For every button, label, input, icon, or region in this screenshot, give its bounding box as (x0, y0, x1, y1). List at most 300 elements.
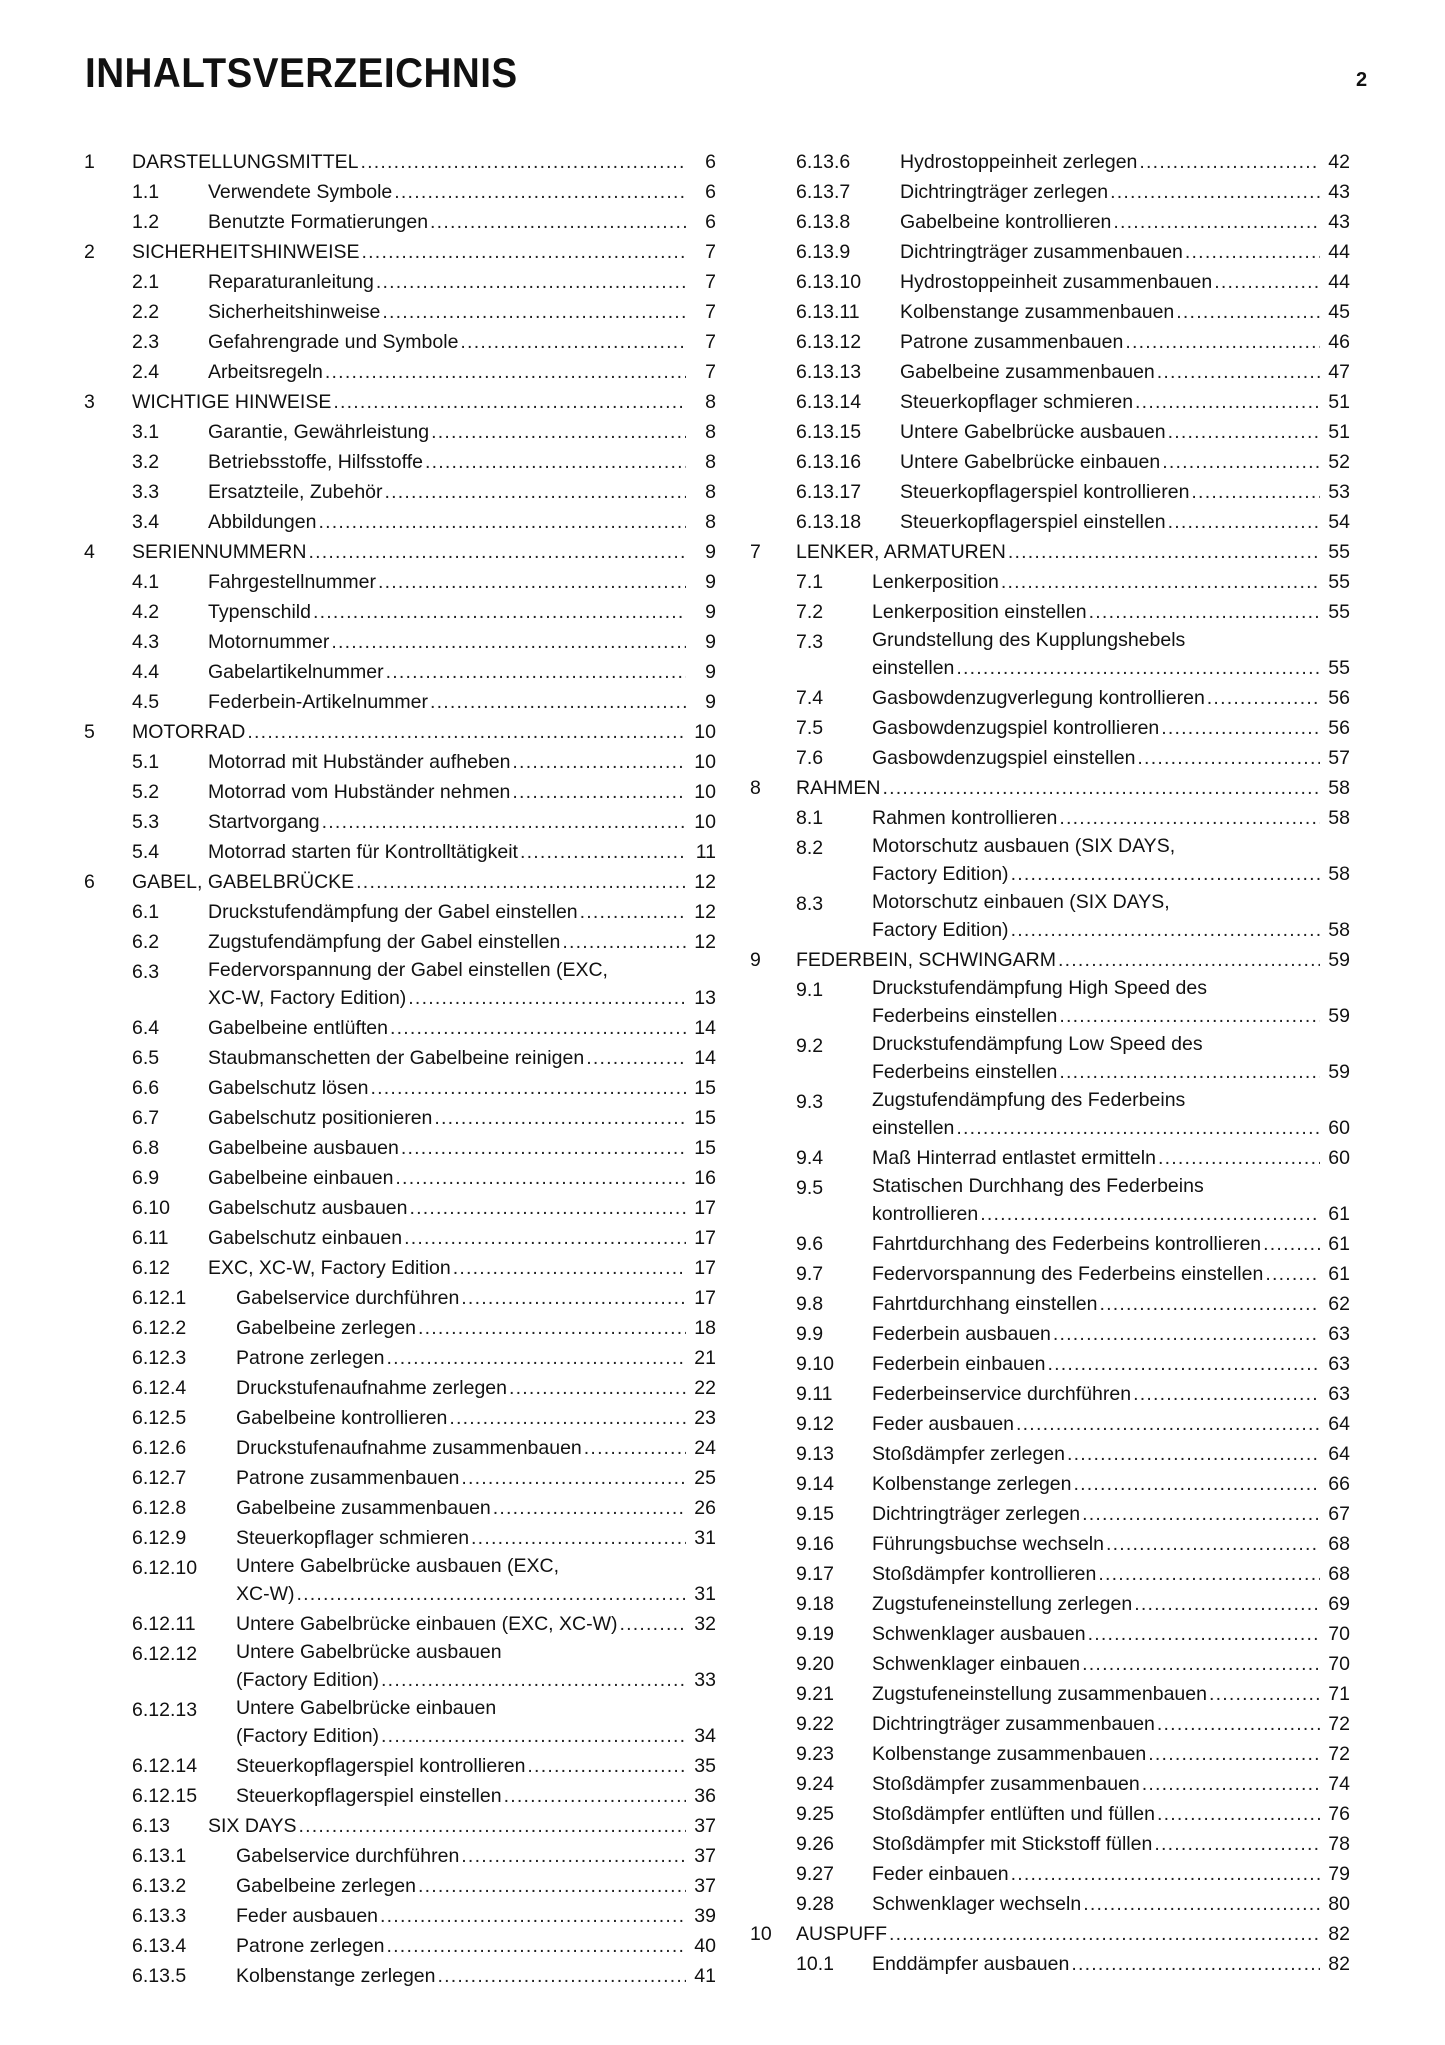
toc-entry-title: Patrone zusammenbauen (236, 1467, 460, 1489)
dot-leader (527, 1751, 686, 1781)
toc-entry-page: 8 (705, 451, 716, 473)
toc-entry-title: Steuerkopflager schmieren (236, 1527, 470, 1549)
dot-leader (1207, 683, 1320, 713)
dot-leader (1106, 1529, 1320, 1559)
toc-entry-number: 6.13.15 (796, 421, 862, 443)
toc-entry[interactable] (84, 1073, 716, 1103)
dot-leader (401, 1133, 686, 1163)
dot-leader (408, 983, 686, 1013)
toc-entry[interactable] (84, 1523, 716, 1553)
toc-entry[interactable] (84, 1781, 716, 1811)
toc-entry-number: 6.10 (132, 1197, 170, 1219)
toc-entry[interactable] (84, 1931, 716, 1961)
dot-leader (1088, 1619, 1320, 1649)
toc-entry[interactable] (84, 957, 716, 1013)
toc-entry-number: 6.13.2 (132, 1875, 187, 1897)
toc-entry-number: 6.12.9 (132, 1527, 187, 1549)
toc-entry-title: Steuerkopflager schmieren (900, 391, 1134, 413)
toc-entry[interactable] (750, 1709, 1350, 1739)
toc-entry-number: 6.13.7 (796, 181, 851, 203)
toc-entry-page: 12 (694, 901, 716, 923)
toc-entry[interactable] (84, 1841, 716, 1871)
toc-entry-page: 17 (694, 1227, 716, 1249)
toc-entry-page: 72 (1328, 1743, 1350, 1765)
toc-entry-title: Sicherheitshinweise (208, 301, 381, 323)
toc-entry-title: Steuerkopflagerspiel kontrollieren (900, 481, 1190, 503)
toc-entry-title-continued: Federbeins einstellen (872, 1061, 1058, 1083)
toc-entry-title: Gasbowdenzugverlegung kontrollieren (872, 687, 1205, 709)
toc-entry[interactable] (750, 417, 1350, 447)
toc-entry[interactable] (84, 1695, 716, 1751)
toc-entry[interactable] (84, 327, 716, 357)
toc-entry[interactable] (84, 1553, 716, 1609)
dot-leader (1089, 597, 1320, 627)
toc-entry[interactable] (750, 597, 1350, 627)
toc-entry-page: 52 (1328, 451, 1350, 473)
toc-entry-title: Typenschild (208, 601, 311, 623)
dot-leader (1125, 327, 1320, 357)
toc-entry-number: 6.8 (132, 1137, 160, 1159)
toc-entry[interactable] (84, 1313, 716, 1343)
toc-entry-title-continued: (Factory Edition) (236, 1725, 380, 1747)
toc-entry[interactable] (84, 537, 716, 567)
toc-entry-number: 7.5 (796, 717, 824, 739)
dot-leader (1059, 1057, 1320, 1087)
toc-entry-title: Schwenklager ausbauen (872, 1623, 1086, 1645)
toc-entry[interactable] (750, 627, 1350, 683)
dot-leader (381, 1665, 686, 1695)
toc-entry-number: 9.10 (796, 1353, 834, 1375)
toc-entry-number: 6.13.3 (132, 1905, 187, 1927)
toc-entry-title: Gabelschutz ausbauen (208, 1197, 408, 1219)
toc-entry-number: 9.9 (796, 1323, 824, 1345)
toc-entry[interactable] (750, 357, 1350, 387)
toc-entry[interactable] (750, 1949, 1350, 1979)
toc-entry-page: 43 (1328, 181, 1350, 203)
dot-leader (434, 1103, 686, 1133)
toc-entry-page: 61 (1328, 1233, 1350, 1255)
toc-entry-number: 4.1 (132, 571, 160, 593)
dot-leader (387, 1931, 686, 1961)
toc-entry[interactable] (84, 357, 716, 387)
toc-entry[interactable] (84, 177, 716, 207)
toc-entry[interactable] (84, 1871, 716, 1901)
toc-entry-page: 6 (705, 211, 716, 233)
toc-entry-title: Zugstufendämpfung des Federbeins (872, 1089, 1186, 1111)
toc-entry-title: Stoßdämpfer kontrollieren (872, 1563, 1097, 1585)
toc-entry-page: 72 (1328, 1713, 1350, 1735)
toc-entry[interactable] (84, 507, 716, 537)
toc-entry-number: 6.12.6 (132, 1437, 187, 1459)
toc-entry[interactable] (750, 1559, 1350, 1589)
toc-entry[interactable] (750, 327, 1350, 357)
toc-entry[interactable] (84, 237, 716, 267)
toc-entry[interactable] (750, 1769, 1350, 1799)
toc-entry-page: 68 (1328, 1533, 1350, 1555)
toc-entry-page: 12 (694, 931, 716, 953)
dot-leader (956, 1113, 1320, 1143)
dot-leader (580, 897, 686, 927)
toc-entry-title: Fahrtdurchhang des Federbeins kontrollieren (872, 1233, 1262, 1255)
toc-entry-page: 7 (705, 271, 716, 293)
toc-entry[interactable] (84, 147, 716, 177)
toc-entry[interactable] (84, 867, 716, 897)
toc-entry-page: 58 (1328, 863, 1350, 885)
toc-entry[interactable] (750, 1499, 1350, 1529)
toc-entry-title: Dichtringträger zusammenbauen (872, 1713, 1155, 1735)
toc-entry-title: Gabelservice durchführen (236, 1287, 460, 1309)
toc-entry[interactable] (84, 1609, 716, 1639)
toc-entry-title-continued: Factory Edition) (872, 863, 1009, 885)
toc-entry-number: 6.9 (132, 1167, 160, 1189)
toc-entry[interactable] (84, 897, 716, 927)
toc-entry-number: 9.19 (796, 1623, 834, 1645)
toc-entry[interactable] (84, 447, 716, 477)
toc-entry[interactable] (750, 1619, 1350, 1649)
toc-entry-number: 1.2 (132, 211, 160, 233)
toc-entry-title: Gabelbeine zerlegen (236, 1875, 416, 1897)
toc-entry[interactable] (84, 267, 716, 297)
toc-entry-number: 6.2 (132, 931, 160, 953)
toc-entry[interactable] (750, 1829, 1350, 1859)
toc-entry-title: Gabelbeine zusammenbauen (900, 361, 1155, 383)
toc-entry[interactable] (750, 1143, 1350, 1173)
dot-leader (1113, 207, 1320, 237)
toc-entry-page: 8 (705, 391, 716, 413)
toc-entry[interactable] (84, 927, 716, 957)
toc-entry-title: Gabelbeine einbauen (208, 1167, 394, 1189)
toc-entry-title: Ersatzteile, Zubehör (208, 481, 383, 503)
toc-entry[interactable] (750, 945, 1350, 975)
toc-entry-title: Arbeitsregeln (208, 361, 323, 383)
toc-entry[interactable] (84, 1403, 716, 1433)
toc-entry[interactable] (750, 1031, 1350, 1087)
toc-entry-number: 5.4 (132, 841, 160, 863)
toc-entry-page: 34 (694, 1725, 716, 1747)
toc-entry[interactable] (84, 297, 716, 327)
toc-entry-page: 23 (694, 1407, 716, 1429)
toc-entry-title: MOTORRAD (132, 721, 246, 743)
toc-entry[interactable] (84, 1193, 716, 1223)
toc-entry[interactable] (750, 773, 1350, 803)
toc-entry[interactable] (84, 777, 716, 807)
toc-entry-number: 6.13.18 (796, 511, 862, 533)
toc-entry[interactable] (84, 567, 716, 597)
toc-entry-page: 59 (1328, 1061, 1350, 1083)
toc-entry[interactable] (750, 1259, 1350, 1289)
toc-entry[interactable] (750, 1649, 1350, 1679)
toc-entry[interactable] (750, 1319, 1350, 1349)
toc-entry[interactable] (750, 975, 1350, 1031)
toc-entry[interactable] (750, 1799, 1350, 1829)
toc-entry[interactable] (750, 1087, 1350, 1143)
toc-entry-page: 63 (1328, 1353, 1350, 1375)
toc-entry[interactable] (750, 1229, 1350, 1259)
toc-entry-number: 2.3 (132, 331, 160, 353)
dot-leader (378, 567, 686, 597)
toc-entry[interactable] (84, 687, 716, 717)
toc-entry-number: 6.13.9 (796, 241, 851, 263)
toc-entry-page: 31 (694, 1583, 716, 1605)
toc-entry-title: FEDERBEIN, SCHWINGARM (796, 949, 1057, 971)
dot-leader (1110, 177, 1320, 207)
toc-entry[interactable] (750, 1409, 1350, 1439)
toc-entry-number: 7.1 (796, 571, 824, 593)
toc-entry[interactable] (84, 1133, 716, 1163)
toc-entry-number: 9.16 (796, 1533, 834, 1555)
toc-entry-page: 40 (694, 1935, 716, 1957)
toc-entry-number: 1.1 (132, 181, 160, 203)
toc-entry-title: Rahmen kontrollieren (872, 807, 1058, 829)
dot-leader (1191, 477, 1320, 507)
toc-entry[interactable] (750, 1529, 1350, 1559)
toc-entry-title: Untere Gabelbrücke ausbauen (236, 1641, 502, 1663)
toc-entry-number: 5 (84, 721, 95, 743)
toc-entry-page: 32 (694, 1613, 716, 1635)
toc-entry-number: 6 (84, 871, 95, 893)
toc-entry-page: 55 (1328, 571, 1350, 593)
toc-entry-title-continued: einstellen (872, 657, 955, 679)
toc-entry-page: 9 (705, 661, 716, 683)
toc-entry-number: 6.1 (132, 901, 160, 923)
toc-entry-page: 10 (694, 721, 716, 743)
toc-entry-page: 58 (1328, 807, 1350, 829)
toc-entry-page: 61 (1328, 1263, 1350, 1285)
toc-entry[interactable] (84, 1961, 716, 1991)
toc-entry[interactable] (84, 1463, 716, 1493)
dot-leader (430, 687, 686, 717)
toc-entry-title-continued: einstellen (872, 1117, 955, 1139)
toc-entry[interactable] (84, 1253, 716, 1283)
toc-entry-number: 9.4 (796, 1147, 824, 1169)
toc-entry-page: 17 (694, 1287, 716, 1309)
toc-entry-title: Feder ausbauen (872, 1413, 1015, 1435)
toc-entry-title: Druckstufendämpfung High Speed des (872, 977, 1207, 999)
dot-leader (370, 1073, 686, 1103)
toc-entry[interactable] (750, 889, 1350, 945)
toc-entry[interactable] (84, 1373, 716, 1403)
dot-leader (1001, 567, 1320, 597)
toc-entry[interactable] (750, 177, 1350, 207)
toc-column-right (750, 147, 1350, 1979)
toc-entry[interactable] (84, 1163, 716, 1193)
toc-entry-page: 44 (1328, 271, 1350, 293)
dot-leader (1008, 537, 1320, 567)
toc-entry[interactable] (750, 1679, 1350, 1709)
dot-leader (980, 1199, 1320, 1229)
toc-entry-title: Reparaturanleitung (208, 271, 374, 293)
toc-entry-number: 6.13.17 (796, 481, 862, 503)
toc-entry-title: Zugstufendämpfung der Gabel einstellen (208, 931, 561, 953)
dot-leader (449, 1403, 686, 1433)
toc-entry[interactable] (750, 387, 1350, 417)
toc-entry-page: 21 (694, 1347, 716, 1369)
dot-leader (1058, 945, 1320, 975)
dot-leader (1185, 237, 1320, 267)
dot-leader (381, 1721, 686, 1751)
toc-entry[interactable] (750, 207, 1350, 237)
toc-entry[interactable] (84, 1811, 716, 1841)
toc-entry[interactable] (750, 1469, 1350, 1499)
toc-entry-number: 1 (84, 151, 95, 173)
dot-leader (380, 1901, 686, 1931)
toc-entry-page: 7 (705, 301, 716, 323)
toc-entry[interactable] (84, 807, 716, 837)
toc-entry[interactable] (84, 657, 716, 687)
toc-entry-page: 70 (1328, 1653, 1350, 1675)
toc-entry-title: Gabelbeine kontrollieren (236, 1407, 448, 1429)
toc-entry-page: 67 (1328, 1503, 1350, 1525)
toc-entry[interactable] (750, 237, 1350, 267)
toc-entry[interactable] (750, 1589, 1350, 1619)
toc-entry[interactable] (750, 1859, 1350, 1889)
dot-leader (512, 747, 686, 777)
toc-entry[interactable] (750, 1349, 1350, 1379)
toc-entry-number: 9.14 (796, 1473, 834, 1495)
toc-entry-number: 2 (84, 241, 95, 263)
toc-entry[interactable] (84, 1493, 716, 1523)
toc-entry[interactable] (750, 537, 1350, 567)
toc-entry-number: 9.26 (796, 1833, 834, 1855)
toc-entry-page: 15 (694, 1107, 716, 1129)
toc-entry-title: Motorschutz ausbauen (SIX DAYS, (872, 835, 1176, 857)
toc-entry-title: Untere Gabelbrücke einbauen (900, 451, 1161, 473)
toc-entry[interactable] (750, 1889, 1350, 1919)
dot-leader (1263, 1229, 1320, 1259)
toc-entry-number: 8.2 (796, 837, 824, 859)
toc-entry[interactable] (84, 597, 716, 627)
toc-entry[interactable] (750, 833, 1350, 889)
dot-leader (562, 927, 686, 957)
toc-entry[interactable] (84, 1639, 716, 1695)
toc-entry-title: Druckstufendämpfung Low Speed des (872, 1033, 1203, 1055)
toc-entry[interactable] (84, 1283, 716, 1313)
toc-entry-number: 9.7 (796, 1263, 824, 1285)
toc-entry-number: 4.2 (132, 601, 160, 623)
toc-entry[interactable] (84, 387, 716, 417)
toc-entry[interactable] (750, 803, 1350, 833)
toc-entry[interactable] (750, 297, 1350, 327)
toc-entry[interactable] (84, 1343, 716, 1373)
toc-entry-title: Stoßdämpfer mit Stickstoff füllen (872, 1833, 1153, 1855)
toc-entry[interactable] (750, 683, 1350, 713)
toc-entry-number: 9.21 (796, 1683, 834, 1705)
toc-entry[interactable] (750, 507, 1350, 537)
toc-entry-title: Gabelartikelnummer (208, 661, 384, 683)
toc-entry-title: Federbeinservice durchführen (872, 1383, 1132, 1405)
toc-entry-number: 6.12.10 (132, 1557, 198, 1579)
toc-entry[interactable] (84, 1901, 716, 1931)
dot-leader (461, 1841, 686, 1871)
toc-entry-title: SICHERHEITSHINWEISE (132, 241, 360, 263)
toc-entry-page: 15 (694, 1077, 716, 1099)
toc-entry-title: Startvorgang (208, 811, 320, 833)
toc-entry-title-continued: Factory Edition) (872, 919, 1009, 941)
toc-entry-title: SERIENNUMMERN (132, 541, 307, 563)
toc-entry[interactable] (84, 207, 716, 237)
toc-entry[interactable] (84, 417, 716, 447)
toc-entry[interactable] (750, 147, 1350, 177)
toc-entry-page: 8 (705, 421, 716, 443)
toc-entry-title: Untere Gabelbrücke ausbauen (EXC, (236, 1555, 560, 1577)
dot-leader (404, 1223, 686, 1253)
toc-entry-page: 10 (694, 781, 716, 803)
dot-leader (382, 297, 686, 327)
toc-entry[interactable] (84, 1433, 716, 1463)
toc-entry-page: 26 (694, 1497, 716, 1519)
toc-entry-page: 39 (694, 1905, 716, 1927)
toc-entry-number: 9.3 (796, 1091, 824, 1113)
toc-entry[interactable] (84, 477, 716, 507)
toc-entry[interactable] (750, 1379, 1350, 1409)
toc-entry[interactable] (750, 1439, 1350, 1469)
toc-entry[interactable] (750, 1919, 1350, 1949)
toc-entry[interactable] (750, 743, 1350, 773)
toc-entry-number: 6.12.1 (132, 1287, 187, 1309)
toc-entry-number: 5.1 (132, 751, 160, 773)
toc-entry-page: 66 (1328, 1473, 1350, 1495)
toc-entry-page: 53 (1328, 481, 1350, 503)
dot-leader (453, 1253, 686, 1283)
page-title: INHALTSVERZEICHNIS (85, 49, 518, 96)
toc-entry-page: 82 (1328, 1923, 1350, 1945)
toc-entry[interactable] (84, 1103, 716, 1133)
dot-leader (425, 447, 686, 477)
toc-entry[interactable] (750, 567, 1350, 597)
toc-entry[interactable] (84, 747, 716, 777)
toc-entry-page: 63 (1328, 1323, 1350, 1345)
toc-entry[interactable] (84, 1223, 716, 1253)
toc-entry-number: 9.24 (796, 1773, 834, 1795)
toc-entry[interactable] (84, 627, 716, 657)
toc-entry[interactable] (84, 717, 716, 747)
toc-entry[interactable] (750, 1289, 1350, 1319)
toc-entry-title: RAHMEN (796, 777, 881, 799)
toc-entry[interactable] (84, 1751, 716, 1781)
toc-entry[interactable] (750, 1739, 1350, 1769)
toc-entry-page: 56 (1328, 717, 1350, 739)
toc-entry-title: WICHTIGE HINWEISE (132, 391, 332, 413)
toc-entry-title: Federbein einbauen (872, 1353, 1046, 1375)
toc-entry-number: 6.4 (132, 1017, 160, 1039)
toc-entry-title: Patrone zusammenbauen (900, 331, 1124, 353)
toc-entry-page: 63 (1328, 1383, 1350, 1405)
toc-entry-number: 9.13 (796, 1443, 834, 1465)
dot-leader (1137, 743, 1320, 773)
toc-entry[interactable] (750, 447, 1350, 477)
toc-entry[interactable] (84, 837, 716, 867)
toc-entry-title: Lenkerposition (872, 571, 999, 593)
toc-entry[interactable] (750, 1173, 1350, 1229)
toc-entry-number: 6.13.1 (132, 1845, 187, 1867)
toc-entry-page: 47 (1328, 361, 1350, 383)
toc-entry-title: Statischen Durchhang des Federbeins (872, 1175, 1204, 1197)
dot-leader (394, 177, 686, 207)
toc-entry[interactable] (750, 713, 1350, 743)
toc-entry[interactable] (84, 1043, 716, 1073)
toc-entry-page: 12 (694, 871, 716, 893)
toc-entry-number: 2.2 (132, 301, 160, 323)
toc-entry-number: 9.5 (796, 1177, 824, 1199)
toc-entry-number: 6.13.11 (796, 301, 860, 323)
toc-entry-number: 7.6 (796, 747, 824, 769)
toc-entry[interactable] (750, 477, 1350, 507)
toc-entry-number: 6.11 (132, 1227, 169, 1249)
toc-entry-title: Motornummer (208, 631, 330, 653)
toc-entry-title: EXC, XC-W, Factory Edition (208, 1257, 451, 1279)
toc-entry[interactable] (84, 1013, 716, 1043)
toc-entry[interactable] (750, 267, 1350, 297)
